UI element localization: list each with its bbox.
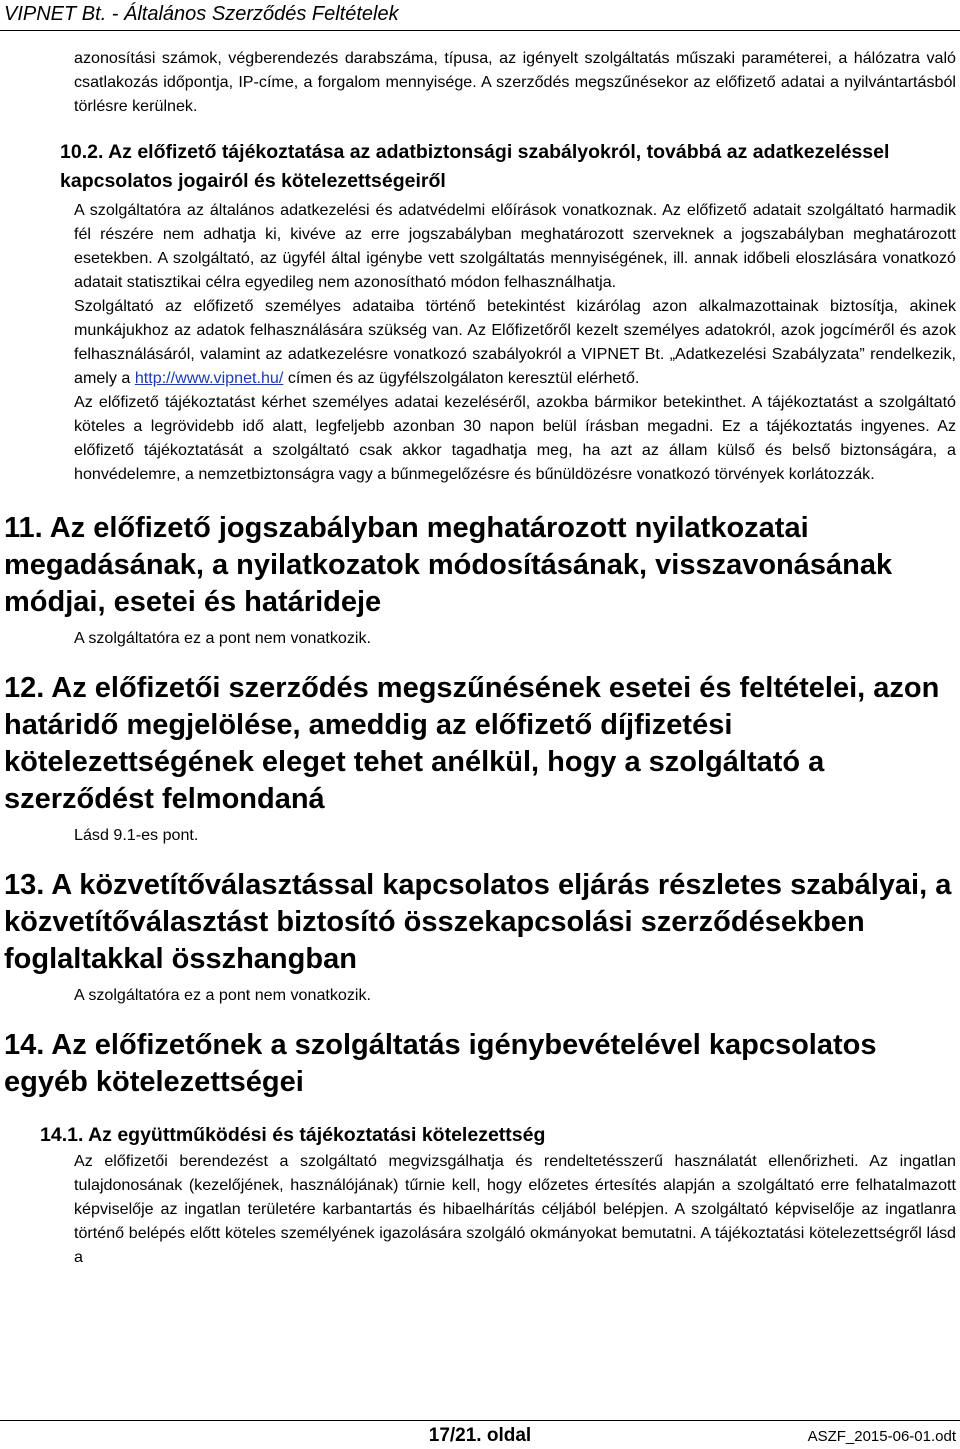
header-title: VIPNET Bt. - Általános Szerződés Feltételek: [4, 3, 399, 25]
heading-14: 14. Az előfizetőnek a szolgáltatás igénybevételével kapcsolatos egyéb kötelezettségei: [4, 1029, 877, 1098]
heading-12: 12. Az előfizetői szerződés megszűnésének esetei és feltételei, azon határidő megjelölése, ameddig az előfizető díjfizetési kötelezettségének eleget tehet anélkül, hogy a szolgáltató a szerződést felmondaná: [4, 672, 940, 815]
body-14-1: Az előfizetői berendezést a szolgáltató megvizsgálhatja és rendeltetésszerű használatát ellenőrizheti. Az ingatlan tulajdonosának (kezelőjének, használójának) tűrnie kell, hogy előzetes értesítés alapján a szolgáltató erre felhatalmazott képviselője az ingatlan területére karbantartás és hibaelhárítás céljából belépjen. A szolgáltató képviselője az ingatlanra történő belépés előtt köteles személyének igazolására szolgáló okmányokat bemutatni. A tájékoztatási kötelezettségről lásd a: [74, 1152, 956, 1266]
body-12: Lásd 9.1-es pont.: [74, 826, 199, 844]
page-header: [0, 0, 960, 31]
page-number: 17/21. oldal: [428, 1425, 532, 1446]
heading-14-1: 14.1. Az együttműködési és tájékoztatási kötelezettség: [40, 1124, 546, 1146]
intro-paragraph: azonosítási számok, végberendezés darabszáma, típusa, az igényelt szolgáltatás műszaki paraméterei, a hálózatra való csatlakozás időpontja, IP-címe, a forgalom mennyisége. A szerződés megszűnésekor az előfizető adatai a nyilvántartásból törlésre kerülnek.: [74, 49, 956, 115]
para-10-2-2-tail: címen és az ügyfélszolgálaton keresztül elérhető.: [283, 369, 640, 387]
document-body: [0, 46, 960, 1269]
body-11: A szolgáltatóra ez a pont nem vonatkozik.: [74, 629, 372, 647]
para-10-2-3: Az előfizető tájékoztatást kérhet személyes adatai kezeléséről, azokba bármikor betekinthet. A tájékoztatást a szolgáltató köteles a legrövidebb idő alatt, legfeljebb azonban 30 napon belül írásban megadni. Ez a tájékoztatás ingyenes. Az előfizető tájékoztatását a szolgáltató csak akkor tagadhatja meg, ha azt az állam külső és belső biztonságára, a honvédelemre, a nemzetbiztonságra vagy a bűnmegelőzésre és bűnüldözésre vonatkozó törvények korlátozzák.: [74, 393, 956, 483]
heading-13: 13. A közvetítőválasztással kapcsolatos eljárás részletes szabályai, a közvetítőválasztást biztosító összekapcsolási szerződésekben foglaltakkal összhangban: [4, 869, 952, 975]
para-10-2-2: [74, 294, 956, 390]
body-13: A szolgáltatóra ez a pont nem vonatkozik.: [74, 986, 372, 1004]
para-10-2-1: A szolgáltatóra az általános adatkezelési és adatvédelmi előírások vonatkoznak. Az előfizető adatait szolgáltató harmadik fél részére nem adhatja ki, kivéve az erre jogszabályban meghatározott szerveknek a jogszabályban meghatározott esetekben. A szolgáltató, az ügyfél által igénybe vett szolgáltatás mennyiségének, ill. annak időbeli eloszlására vonatkozó adatait statisztikai célra egyedileg nem azonosítható módon felhasználhatja.: [74, 201, 956, 291]
document-id: ASZF_2015-06-01.odt: [807, 1428, 956, 1445]
page-footer: [0, 1420, 960, 1449]
heading-10-2: 10.2. Az előfizető tájékoztatása az adatbiztonsági szabályokról, továbbá az adatkezeléssel kapcsolatos jogairól és kötelezettségeiről: [60, 141, 890, 192]
para-10-2-2-text: Szolgáltató az előfizető személyes adataiba történő betekintést kizárólag azon alkalmazottainak biztosítja, akinek munkájukhoz az adatok felhasználására szükség van. Az Előfizetőről kezelt személyes adatokról, azok jogcíméről és azok felhasználásáról, valamint az adatkezelésre vonatkozó szabályokról a VIPNET Bt. „Adatkezelési Szabályzata” rendelkezik, amely a: [74, 297, 956, 387]
vipnet-link[interactable]: http://www.vipnet.hu/: [134, 369, 284, 387]
heading-11: 11. Az előfizető jogszabályban meghatározott nyilatkozatai megadásának, a nyilatkozatok módosításának, visszavonásának módjai, esetei és határideje: [4, 512, 893, 618]
